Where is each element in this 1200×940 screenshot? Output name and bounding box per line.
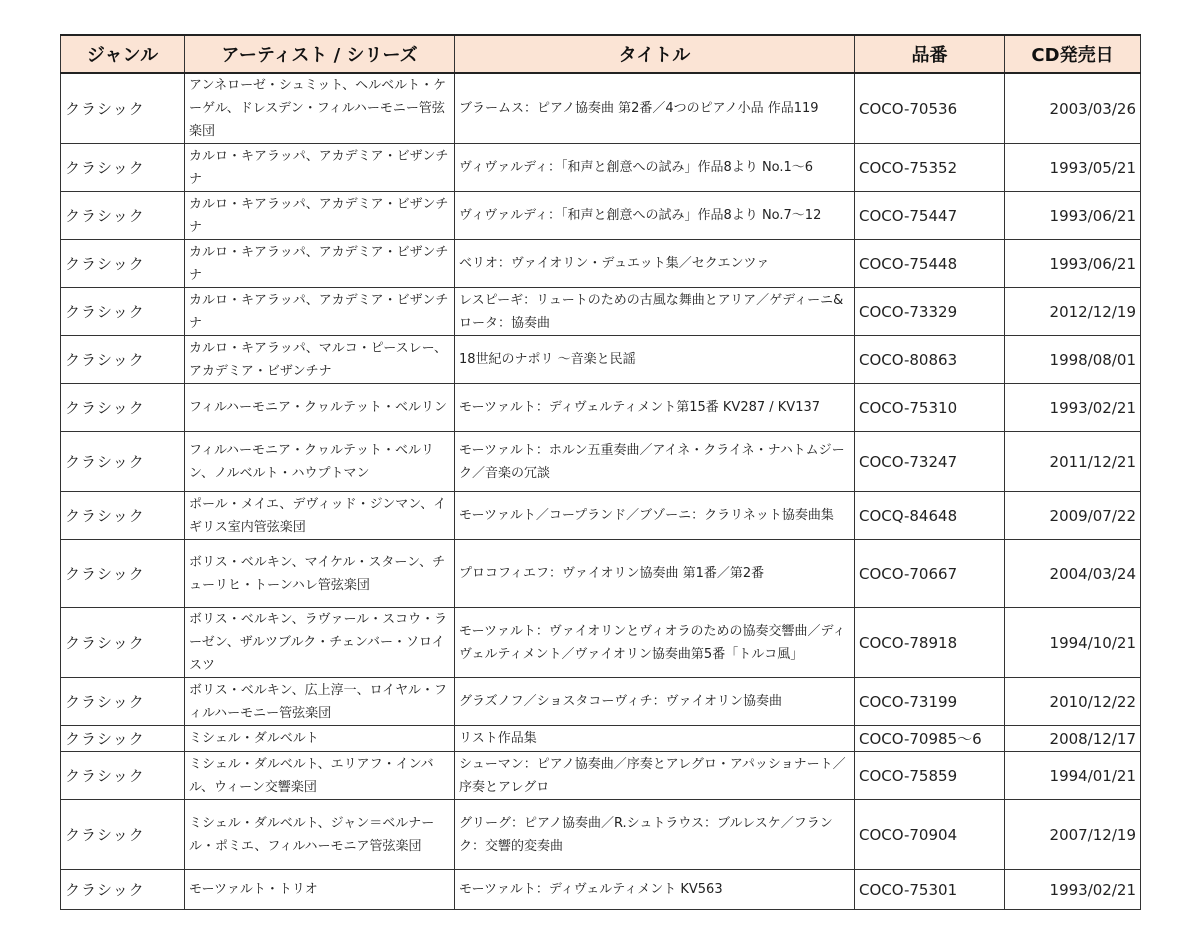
cell-artist[interactable] [185, 678, 455, 726]
table-row [61, 336, 1141, 384]
cell-title-text: モーツァルト：ディヴェルティメント第15番 KV287 / KV137 [459, 400, 821, 415]
cell-title-text: モーツァルト／コープランド／ブゾーニ：クラリネット協奏曲集 [459, 508, 834, 523]
cell-artist[interactable] [185, 240, 455, 288]
cell-artist[interactable] [185, 288, 455, 336]
cell-release-date-text: 2003/03/26 [1049, 99, 1136, 118]
cell-artist-text: ミシェル・ダルベルト、ジャン＝ベルナール・ポミエ、フィルハーモニア管弦楽団 [189, 815, 435, 854]
cell-release-date[interactable] [1005, 384, 1141, 432]
cell-release-date-text: 2004/03/24 [1049, 564, 1136, 583]
cell-release-date-text: 1994/10/21 [1049, 633, 1136, 652]
cell-title[interactable] [455, 336, 855, 384]
cell-artist-text: ボリス・ベルキン、広上淳一、ロイヤル・フィルハーモニー管弦楽団 [189, 682, 448, 721]
cell-code[interactable] [855, 288, 1005, 336]
cell-release-date[interactable] [1005, 492, 1141, 540]
cell-code[interactable] [855, 800, 1005, 870]
cell-artist[interactable] [185, 144, 455, 192]
cell-genre[interactable] [61, 726, 185, 752]
cell-genre-text: クラシック [65, 730, 145, 748]
cell-release-date[interactable] [1005, 73, 1141, 144]
cell-code-text: COCO-75448 [859, 254, 958, 273]
cell-genre[interactable] [61, 192, 185, 240]
cell-title[interactable] [455, 240, 855, 288]
table-row [61, 73, 1141, 144]
cell-artist[interactable] [185, 752, 455, 800]
table-row [61, 752, 1141, 800]
table-row [61, 144, 1141, 192]
cell-release-date[interactable] [1005, 608, 1141, 678]
cell-release-date-text: 1998/08/01 [1049, 350, 1136, 369]
cell-genre-text: クラシック [65, 453, 145, 471]
cell-artist[interactable] [185, 726, 455, 752]
table-row [61, 492, 1141, 540]
cell-artist-text: ミシェル・ダルベルト、エリアフ・インバル、ウィーン交響楽団 [189, 756, 434, 795]
cell-title-text: モーツァルト：ヴァイオリンとヴィオラのための協奏交響曲／ディヴェルティメント／ヴァイオリン協奏曲第5番「トルコ風」 [459, 623, 846, 662]
cell-genre[interactable] [61, 492, 185, 540]
cell-release-date[interactable] [1005, 336, 1141, 384]
table-row [61, 384, 1141, 432]
cell-title[interactable] [455, 288, 855, 336]
cell-genre[interactable] [61, 540, 185, 608]
cell-genre-text: クラシック [65, 100, 145, 118]
table-row [61, 800, 1141, 870]
cell-title-text: シューマン：ピアノ協奏曲／序奏とアレグロ・アパッショナート／序奏とアレグロ [459, 756, 846, 795]
cell-code[interactable] [855, 432, 1005, 492]
table-row [61, 608, 1141, 678]
cell-code[interactable] [855, 73, 1005, 144]
cell-release-date[interactable] [1005, 800, 1141, 870]
cell-title[interactable] [455, 73, 855, 144]
cell-genre-text: クラシック [65, 351, 145, 369]
cell-code-text: COCO-70667 [859, 564, 958, 583]
cell-artist[interactable] [185, 192, 455, 240]
cell-title[interactable] [455, 678, 855, 726]
header-title[interactable]: タイトル [455, 35, 855, 73]
cell-genre-text: クラシック [65, 881, 145, 899]
cell-artist[interactable] [185, 336, 455, 384]
catalog-table [60, 34, 1141, 910]
cell-title[interactable] [455, 144, 855, 192]
cell-artist[interactable] [185, 73, 455, 144]
cell-release-date-text: 1993/02/21 [1049, 880, 1136, 899]
cell-code[interactable] [855, 240, 1005, 288]
cell-title[interactable] [455, 752, 855, 800]
cell-release-date[interactable] [1005, 192, 1141, 240]
cell-release-date-text: 2008/12/17 [1049, 729, 1136, 748]
cell-title-text: モーツァルト：ホルン五重奏曲／アイネ・クライネ・ナハトムジーク／音楽の冗談 [459, 442, 845, 481]
cell-genre[interactable] [61, 608, 185, 678]
cell-title[interactable] [455, 800, 855, 870]
cell-title[interactable] [455, 192, 855, 240]
cell-code-text: COCO-70985〜6 [859, 730, 982, 748]
cell-title[interactable] [455, 608, 855, 678]
header-artist[interactable]: アーティスト / シリーズ [185, 35, 455, 73]
cell-release-date[interactable] [1005, 288, 1141, 336]
header-row [61, 35, 1141, 73]
cell-release-date[interactable] [1005, 240, 1141, 288]
header-release-date[interactable]: CD発売日 [1005, 35, 1141, 73]
cell-code[interactable] [855, 608, 1005, 678]
cell-genre-text: クラシック [65, 634, 145, 652]
cell-genre[interactable] [61, 336, 185, 384]
cell-code[interactable] [855, 726, 1005, 752]
cell-artist-text: フィルハーモニア・クヮルテット・ベルリン、ノルベルト・ハウプトマン [189, 442, 435, 481]
cell-genre[interactable] [61, 240, 185, 288]
cell-artist[interactable] [185, 608, 455, 678]
cell-title[interactable] [455, 870, 855, 910]
cell-genre[interactable] [61, 288, 185, 336]
header-code[interactable]: 品番 [855, 35, 1005, 73]
cell-artist[interactable] [185, 870, 455, 910]
cell-title-text: レスピーギ：リュートのための古風な舞曲とアリア／ゲディーニ&ロータ：協奏曲 [459, 292, 844, 331]
cell-title[interactable] [455, 432, 855, 492]
cell-release-date-text: 1993/06/21 [1049, 206, 1136, 225]
cell-genre-text: クラシック [65, 826, 145, 844]
cell-title-text: ヴィヴァルディ：「和声と創意への試み」作品8より No.7〜12 [459, 208, 822, 223]
cell-title[interactable] [455, 540, 855, 608]
cell-genre[interactable] [61, 73, 185, 144]
table-row [61, 432, 1141, 492]
cell-title-text: ヴィヴァルディ：「和声と創意への試み」作品8より No.1〜6 [459, 160, 814, 175]
cell-release-date-text: 1993/02/21 [1049, 398, 1136, 417]
cell-release-date[interactable] [1005, 540, 1141, 608]
cell-artist-text: カルロ・キアラッパ、アカデミア・ビザンチナ [189, 244, 449, 283]
cell-code-text: COCO-75859 [859, 766, 958, 785]
table-row [61, 870, 1141, 910]
table-row [61, 240, 1141, 288]
table-row [61, 288, 1141, 336]
cell-code-text: COCO-73247 [859, 452, 958, 471]
cell-title-text: モーツァルト：ディヴェルティメント KV563 [459, 882, 723, 897]
cell-genre-text: クラシック [65, 507, 145, 525]
cell-code-text: COCO-70536 [859, 99, 958, 118]
cell-artist[interactable] [185, 432, 455, 492]
cell-code-text: COCO-80863 [859, 350, 958, 369]
cell-code-text: COCO-75352 [859, 158, 958, 177]
cell-genre[interactable] [61, 678, 185, 726]
cell-artist-text: ポール・メイエ、デヴィッド・ジンマン、イギリス室内管弦楽団 [189, 496, 447, 535]
cell-artist-text: フィルハーモニア・クヮルテット・ベルリン [189, 400, 448, 415]
cell-artist[interactable] [185, 540, 455, 608]
cell-title-text: ブラームス：ピアノ協奏曲 第2番／4つのピアノ小品 作品119 [459, 101, 819, 116]
cell-code-text: COCO-73199 [859, 692, 958, 711]
cell-title-text: グリーグ：ピアノ協奏曲／R.シュトラウス：ブルレスケ／フランク：交響的変奏曲 [459, 815, 833, 854]
cell-code-text: COCQ-84648 [859, 506, 958, 525]
cell-artist-text: カルロ・キアラッパ、マルコ・ピースレー、アカデミア・ビザンチナ [189, 340, 448, 379]
cell-genre[interactable] [61, 384, 185, 432]
table-row [61, 726, 1141, 752]
cell-artist-text: モーツァルト・トリオ [189, 882, 318, 897]
cell-code-text: COCO-75301 [859, 880, 958, 899]
cell-genre[interactable] [61, 144, 185, 192]
cell-artist-text: カルロ・キアラッパ、アカデミア・ビザンチナ [189, 292, 449, 331]
table-row [61, 192, 1141, 240]
table-row [61, 678, 1141, 726]
cell-release-date-text: 2009/07/22 [1049, 506, 1136, 525]
cell-genre-text: クラシック [65, 693, 145, 711]
cell-code[interactable] [855, 336, 1005, 384]
cell-code-text: COCO-78918 [859, 633, 958, 652]
cell-code-text: COCO-70904 [859, 825, 958, 844]
cell-release-date-text: 2010/12/22 [1049, 692, 1136, 711]
cell-code[interactable] [855, 144, 1005, 192]
cell-release-date[interactable] [1005, 678, 1141, 726]
header-genre[interactable]: ジャンル [61, 35, 185, 73]
cell-release-date[interactable] [1005, 726, 1141, 752]
cell-code-text: COCO-75447 [859, 206, 958, 225]
cell-code-text: COCO-73329 [859, 302, 958, 321]
cell-release-date-text: 1993/05/21 [1049, 158, 1136, 177]
cell-code[interactable] [855, 492, 1005, 540]
cell-genre-text: クラシック [65, 565, 145, 583]
cell-code[interactable] [855, 192, 1005, 240]
cell-code[interactable] [855, 384, 1005, 432]
cell-code-text: COCO-75310 [859, 398, 958, 417]
cell-artist-text: カルロ・キアラッパ、アカデミア・ビザンチナ [189, 148, 449, 187]
cell-artist-text: カルロ・キアラッパ、アカデミア・ビザンチナ [189, 196, 449, 235]
cell-artist[interactable] [185, 492, 455, 540]
cell-artist-text: アンネローゼ・シュミット、ヘルベルト・ケーゲル、ドレスデン・フィルハーモニー管弦楽団 [189, 78, 447, 139]
cell-genre[interactable] [61, 800, 185, 870]
cell-release-date[interactable] [1005, 144, 1141, 192]
cell-genre[interactable] [61, 432, 185, 492]
cell-genre-text: クラシック [65, 255, 145, 273]
cell-artist-text: ボリス・ベルキン、マイケル・スターン、チューリヒ・トーンハレ管弦楽団 [189, 554, 446, 593]
cell-release-date-text: 2007/12/19 [1049, 825, 1136, 844]
cell-release-date-text: 1993/06/21 [1049, 254, 1136, 273]
cell-artist[interactable] [185, 384, 455, 432]
cell-title-text: ベリオ：ヴァイオリン・デュエット集／セクエンツァ [459, 256, 770, 271]
cell-genre[interactable] [61, 870, 185, 910]
cell-title-text: 18世紀のナポリ 〜音楽と民謡 [459, 352, 636, 367]
cell-release-date-text: 2011/12/21 [1049, 452, 1136, 471]
cell-release-date-text: 1994/01/21 [1049, 766, 1136, 785]
cell-release-date[interactable] [1005, 752, 1141, 800]
cell-title[interactable] [455, 492, 855, 540]
table-row [61, 540, 1141, 608]
cell-genre-text: クラシック [65, 399, 145, 417]
cell-artist[interactable] [185, 800, 455, 870]
cell-genre[interactable] [61, 752, 185, 800]
cell-title[interactable] [455, 726, 855, 752]
cell-artist-text: ミシェル・ダルベルト [189, 731, 319, 746]
cell-release-date-text: 2012/12/19 [1049, 302, 1136, 321]
cell-code[interactable] [855, 752, 1005, 800]
cell-code[interactable] [855, 870, 1005, 910]
cell-code[interactable] [855, 678, 1005, 726]
cell-title-text: プロコフィエフ：ヴァイオリン協奏曲 第1番／第2番 [459, 566, 765, 581]
cell-title-text: リスト作品集 [459, 731, 537, 746]
cell-title-text: グラズノフ／ショスタコーヴィチ：ヴァイオリン協奏曲 [459, 694, 783, 709]
cell-genre-text: クラシック [65, 303, 145, 321]
cell-genre-text: クラシック [65, 767, 145, 785]
cell-title[interactable] [455, 384, 855, 432]
cell-release-date[interactable] [1005, 870, 1141, 910]
cell-artist-text: ボリス・ベルキン、ラヴァール・スコウ・ラーゼン、ザルツブルク・チェンバー・ソロイスツ [189, 612, 448, 673]
cell-release-date[interactable] [1005, 432, 1141, 492]
cell-code[interactable] [855, 540, 1005, 608]
cell-genre-text: クラシック [65, 207, 145, 225]
cell-genre-text: クラシック [65, 159, 145, 177]
